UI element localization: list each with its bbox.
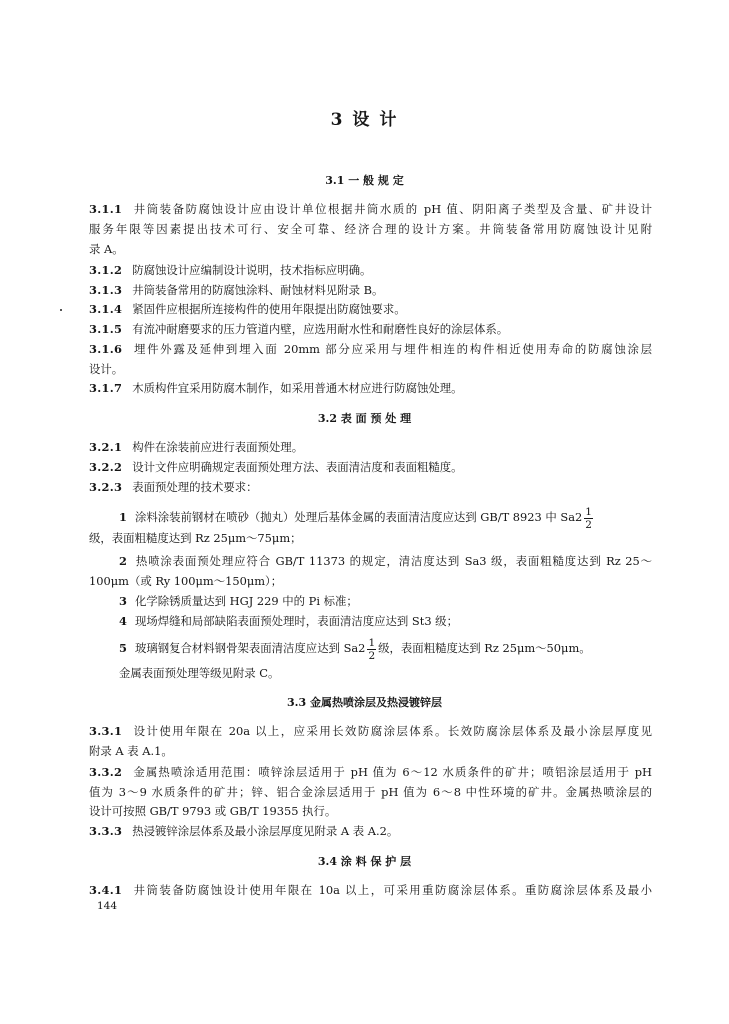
item-2-line1: 2 热喷涂表面预处理应符合 GB/T 11373 的规定，清洁度达到 Sa3 级，表面粗糙度达到 Rz 25～ (119, 554, 652, 568)
item-4: 4 现场焊缝和局部缺陷表面预处理时，表面清洁度应达到 St3 级； (119, 614, 458, 628)
clause-3-1-5: 3.1.5 有流冲耐磨要求的压力管道内壁，应选用耐水性和耐磨性良好的涂层体系。 (89, 322, 509, 336)
clause-3-1-3: 3.1.3 井筒装备常用的防腐蚀涂料、耐蚀材料见附录 B。 (89, 283, 384, 297)
fraction-half: $\frac{1}{2}$ (585, 505, 592, 531)
clause-3-2-1: 3.2.1 构件在涂装前应进行表面预处理。 (89, 440, 304, 454)
clause-3-1-7: 3.1.7 木质构件宜采用防腐木制作，如采用普通木材应进行防腐蚀处理。 (89, 381, 463, 395)
clause-3-2-2: 3.2.2 设计文件应明确规定表面预处理方法、表面清洁度和表面粗糙度。 (89, 460, 463, 474)
clause-3-1-1-line2: 服务年限等因素提出技术可行、安全可靠、经济合理的设计方案。井筒装备常用防腐蚀设计见附 (89, 222, 652, 236)
clause-3-3-1-line2: 附录 A 表 A.1。 (89, 744, 173, 758)
page-number: 144 (97, 900, 118, 912)
clause-3-3-2-line2: 值为 3～9 水质条件的矿井；锌、铝合金涂层适用于 pH 值为 6～8 中性环境的矿井。金属热喷涂层的 (89, 785, 652, 799)
section-heading-3-3: 3.3 金属热喷涂层及热浸镀锌层 (287, 696, 442, 709)
pretreatment-note: 金属表面预处理等级见附录 C。 (119, 666, 280, 680)
clause-number: 3.1.1 (89, 202, 123, 216)
section-heading-3-2: 3.2 表 面 预 处 理 (317, 412, 412, 425)
clause-3-3-3: 3.3.3 热浸镀锌涂层体系及最小涂层厚度见附录 A 表 A.2。 (89, 824, 399, 838)
clause-3-1-1-line3: 录 A。 (89, 242, 124, 256)
item-2-line2: 100μm（或 Ry 100μm～150μm）； (89, 574, 283, 588)
clause-3-1-6-line1: 3.1.6 埋件外露及延伸到埋入面 20mm 部分应采用与埋件相连的构件相近使用寿命的防腐蚀涂层 (89, 342, 652, 356)
section-heading-3-4: 3.4 涂 料 保 护 层 (317, 855, 412, 868)
item-1-line2: 级，表面粗糙度达到 Rz 25μm～75μm； (89, 531, 302, 545)
clause-3-2-3: 3.2.3 表面预处理的技术要求： (89, 480, 258, 494)
clause-3-1-1-line1: 3.1.1 井筒装备防腐蚀设计应由设计单位根据井筒水质的 pH 值、阴阳离子类型及含量、矿井设计 (89, 200, 652, 219)
clause-3-3-2-line1: 3.3.2 金属热喷涂适用范围：喷锌涂层适用于 pH 值为 6～12 水质条件的矿井；喷铝涂层适用于 pH (89, 765, 652, 779)
item-5: 5 玻璃钢复合材料钢骨架表面清洁度应达到 Sa2 $\frac{1}{2}$ 级，表面粗糙度达到 Rz 25μm～50μm。 (119, 636, 591, 662)
item-3: 3 化学除锈质量达到 HGJ 229 中的 Pi 标准； (119, 594, 358, 608)
clause-3-4-1-line1: 3.4.1 井筒装备防腐蚀设计使用年限在 10a 以上，可采用重防腐涂层体系。重防腐涂层体系及最小 (89, 883, 652, 897)
fraction-half: $\frac{1}{2}$ (368, 636, 376, 662)
clause-3-1-2: 3.1.2 防腐蚀设计应编制设计说明，技术指标应明确。 (89, 263, 372, 277)
clause-3-3-2-line3: 设计可按照 GB/T 9793 或 GB/T 19355 执行。 (89, 804, 337, 818)
clause-3-3-1-line1: 3.3.1 设计使用年限在 20a 以上，应采用长效防腐涂层体系。长效防腐涂层体系及最小涂层厚度见 (89, 724, 652, 738)
margin-mark (60, 309, 62, 311)
clause-3-1-6-line2: 设计。 (89, 362, 124, 376)
chapter-title: 3 设 计 (330, 110, 399, 130)
item-1-line1: 1 涂料涂装前钢材在喷砂（抛丸）处理后基体金属的表面清洁度应达到 GB/T 8923 中 Sa2 $\frac{1}{2}$ (119, 505, 592, 531)
clause-3-1-4: 3.1.4 紧固件应根据所连接构件的使用年限提出防腐蚀要求。 (89, 302, 406, 316)
section-heading-3-1: 3.1 一 般 规 定 (325, 174, 404, 187)
